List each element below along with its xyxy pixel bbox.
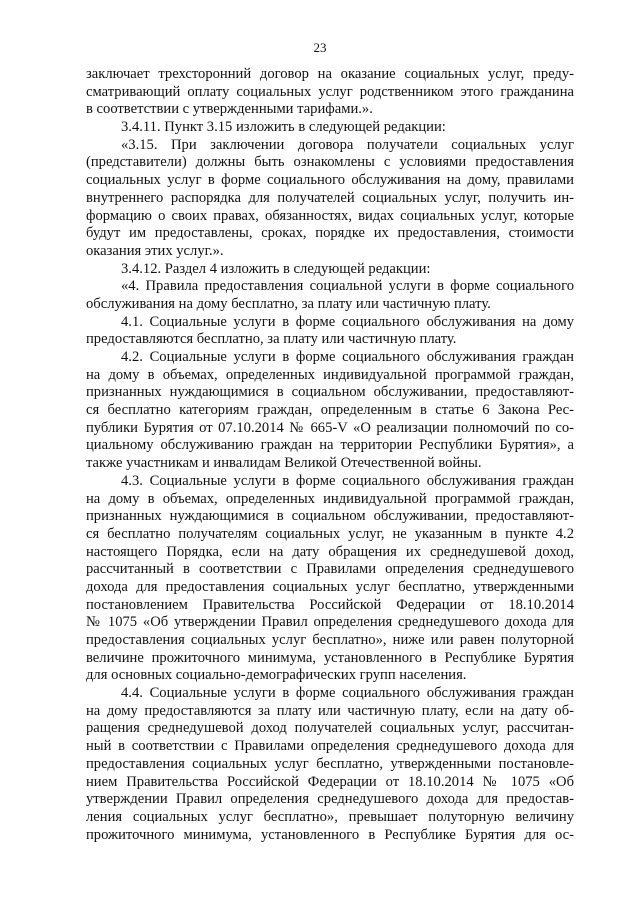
- text-line: дохода для предоставления социальных услуг бесплатно, утвержденными: [86, 578, 574, 595]
- text-line: (представители) должны быть ознакомлены с условиями предоставления: [86, 154, 574, 171]
- text-line: сматривающий оплату социальных услуг родственником этого гражданина: [86, 83, 574, 100]
- text-line: циальному обслуживанию граждан на территории Республики Бурятия», а: [86, 437, 574, 454]
- text-line: 4.2. Социальные услуги в форме социального обслуживания граждан: [121, 349, 574, 365]
- text-line: нием Правительства Российской Федерации от 18.10.2014 № 1075 «Об: [86, 773, 574, 790]
- text-line: для основных социально-демографических групп населения.: [86, 667, 467, 684]
- text-line: социальных услуг в форме социального обслуживания на дому, правилами: [86, 172, 574, 189]
- text-line: 4.4. Социальные услуги в форме социального обслуживания граждан: [121, 685, 574, 702]
- text-line: обслуживания на дому бесплатно, за плату или частичную плату.: [86, 295, 491, 312]
- text-line: рассчитанный в соответствии с Правилами определения среднедушевого: [86, 561, 574, 578]
- text-line: «4. Правила предоставления социальной услуги в форме социального: [121, 278, 574, 295]
- text-line: заключает трехсторонний договор на оказание социальных услуг, преду-: [86, 66, 574, 82]
- text-line: ный в соответствии с Правилами определения среднедушевого дохода для: [86, 738, 574, 755]
- text-line: в соответствии с утвержденными тарифами.».: [86, 101, 373, 118]
- text-line: № 1075 «Об утверждении Правил определения среднедушевого дохода для: [86, 614, 574, 631]
- text-line: на дому в объемах, определенных индивидуальной программой граждан,: [86, 490, 574, 507]
- text-line: публики Бурятия от 07.10.2014 № 665-V «О реализации полномочий по со-: [86, 419, 574, 436]
- text-line: формацию о своих правах, обязанностях, видах социальных услуг, которые: [86, 207, 574, 224]
- text-line: оказания этих услуг.».: [86, 242, 224, 259]
- text-line: ращения среднедушевой доход получателей социальных услуг, рассчитан-: [86, 720, 574, 737]
- text-line: внутреннего распорядка для получателей социальных услуг, получить ин-: [86, 189, 574, 206]
- text-line: утверждении Правил определения среднедушевого дохода для предостав-: [86, 791, 574, 808]
- text-line: 3.4.11. Пункт 3.15 изложить в следующей редакции:: [121, 119, 446, 136]
- text-line: величине прожиточного минимума, установленного в Республике Бурятия: [86, 649, 574, 666]
- text-line: 4.3. Социальные услуги в форме социального обслуживания граждан: [121, 472, 574, 489]
- text-line: постановлением Правительства Российской Федерации от 18.10.2014: [86, 596, 574, 613]
- text-line: 4.1. Социальные услуги в форме социального обслуживания на дому: [121, 313, 574, 330]
- document-body: [86, 66, 574, 844]
- text-line: предоставления социальных услуг бесплатно, утвержденными постановле-: [86, 755, 574, 772]
- page-number: 23: [313, 40, 327, 55]
- text-line: ся бесплатно категориям граждан, определенным в статье 6 Закона Рес-: [86, 402, 574, 419]
- text-line: предоставляются бесплатно, за плату или частичную плату.: [86, 331, 457, 348]
- text-line: «3.15. При заключении договора получатели социальных услуг: [121, 136, 574, 153]
- text-line: ления социальных услуг бесплатно», превышает полуторную величину: [86, 808, 574, 825]
- text-line: прожиточного минимума, установленного в Республике Бурятия для ос-: [86, 826, 574, 843]
- text-line: будут им предоставлены, сроках, порядке их предоставления, стоимости: [86, 225, 574, 242]
- text-line: 3.4.12. Раздел 4 изложить в следующей редакции:: [121, 260, 431, 277]
- text-line: признанных нуждающимися в социальном обслуживании, предоставляют-: [86, 384, 574, 401]
- text-line: признанных нуждающимися в социальном обслуживании, предоставляют-: [86, 508, 574, 525]
- text-line: на дому предоставляются за плату или частичную плату, если на дату об-: [86, 702, 574, 719]
- text-line: ся бесплатно получателям социальных услуг, не указанным в пункте 4.2: [86, 525, 574, 542]
- text-line: настоящего Порядка, если на дату обращения их среднедушевой доход,: [86, 543, 574, 560]
- text-line: на дому в объемах, определенных индивидуальной программой граждан,: [86, 366, 574, 383]
- text-line: также участникам и инвалидам Великой Отечественной войны.: [86, 455, 482, 472]
- text-line: предоставления социальных услуг бесплатно», ниже или равен полуторной: [86, 632, 574, 648]
